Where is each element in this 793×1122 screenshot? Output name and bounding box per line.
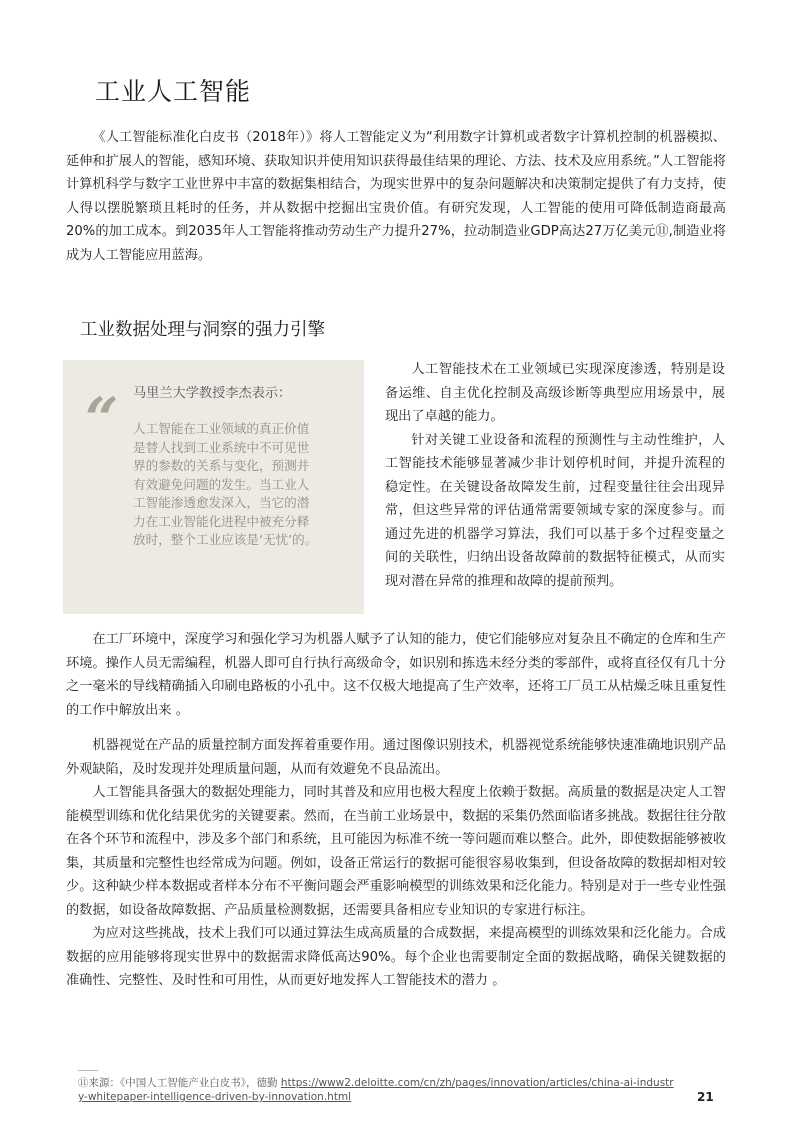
body-paragraph: 为应对这些挑战，技术上我们可以通过算法生成高质量的合成数据，来提高模型的训练效果和泛化能力。合成数据的应用能够将现实世界中的数据需求降低高达90%。每个企业也需要制定全面的数据战略，确保关键数据的准确性、完整性、及时性和可用性，从而更好地发挥人工智能技术的潜力 。	[66, 926, 726, 988]
quote-box	[63, 360, 364, 614]
footnote-link[interactable]: https://www2.deloitte.com/cn/zh/pages/innovation/articles/china-ai-industry-whitepaper-intelligence-driven-by-innovation.html	[78, 1077, 674, 1103]
side-paragraph: 人工智能技术在工业领域已实现深度渗透，特别是设备运维、自主优化控制及高级诊断等典型应用场景中，展现出了卓越的能力。	[385, 362, 725, 424]
section-title: 工业数据处理与洞察的强力引擎	[80, 320, 325, 340]
side-column	[385, 358, 725, 593]
side-paragraph: 针对关键工业设备和流程的预测性与主动性维护，人工智能技术能够显著减少非计划停机时间，并提升流程的稳定性。在关键设备故障发生前，过程变量往往会出现异常，但这些异常的评估通常需要领域专家的深度参与。而通过先进的机器学习算法，我们可以基于多个过程变量之间的关联性，归纳出设备故障前的数据特征模式，从而实现对潜在异常的推理和故障的提前预判。	[385, 432, 725, 589]
footnote	[78, 1076, 678, 1104]
footnote-divider	[78, 1070, 98, 1071]
main-body	[66, 628, 726, 993]
page-number: 21	[697, 1090, 714, 1104]
body-paragraph: 在工厂环境中，深度学习和强化学习为机器人赋予了认知的能力，使它们能够应对复杂且不确定的仓库和生产环境。操作人员无需编程，机器人即可自行执行高级命令，如识别和拣选未经分类的零部件，或将直径仅有几十分之一毫米的导线精确插入印刷电路板的小孔中。这不仅极大地提高了生产效率，还将工厂员工从枯燥乏味且重复性的工作中解放出来 。	[66, 632, 726, 718]
quote-mark-icon: “	[85, 385, 119, 453]
quote-intro: 马里兰大学教授李杰表示：	[133, 386, 292, 401]
body-paragraph: 机器视觉在产品的质量控制方面发挥着重要作用。通过图像识别技术，机器视觉系统能够快速准确地识别产品外观缺陷，及时发现并处理质量问题，从而有效避免不良品流出。	[66, 738, 726, 777]
footnote-source: ⑪来源：《中国人工智能产业白皮书》，德勤	[78, 1077, 281, 1089]
intro-section	[66, 126, 726, 267]
page-title: 工业人工智能	[95, 77, 252, 106]
intro-paragraph: 《人工智能标准化白皮书（2018年）》将人工智能定义为“利用数字计算机或者数字计算机控制的机器模拟、延伸和扩展人的智能，感知环境、获取知识并使用知识获得最佳结果的理论、方法、技术及应用系统。”人工智能将计算机科学与数字工业世界中丰富的数据集相结合，为现实世界中的复杂问题解决和决策制定提供了有力支持，使人得以摆脱繁琐且耗时的任务，并从数据中挖掘出宝贵价值。有研究发现，人工智能的使用可降低制造商最高20%的加工成本。到2035年人工智能将推动劳动生产力提升27%，拉动制造业GDP高达27万亿美元⑪,制造业将成为人工智能应用蓝海。	[66, 130, 726, 263]
body-paragraph: 人工智能具备强大的数据处理能力，同时其普及和应用也极大程度上依赖于数据。高质量的数据是决定人工智能模型训练和优化结果优劣的关键要素。然而，在当前工业场景中，数据的采集仍然面临诸多挑战。数据往往分散在各个环节和流程中，涉及多个部门和系统，且可能因为标准不统一等问题而难以整合。此外，即使数据能够被收集，其质量和完整性也经常成为问题。例如，设备正常运行的数据可能很容易收集到，但设备故障的数据却相对较少。这种缺少样本数据或者样本分布不平衡问题会严重影响模型的训练效果和泛化能力。特别是对于一些专业性强的数据，如设备故障数据、产品质量检测数据，还需要具备相应专业知识的专家进行标注。	[66, 785, 726, 918]
quote-body: 人工智能在工业领域的真正价值是替人找到工业系统中不可见世界的参数的关系与变化，预测并有效避免问题的发生。当工业人工智能渗透愈发深入，当它的潜力在工业智能化进程中被充分释放时，整个工业应该是‘无忧’的。	[133, 421, 318, 547]
